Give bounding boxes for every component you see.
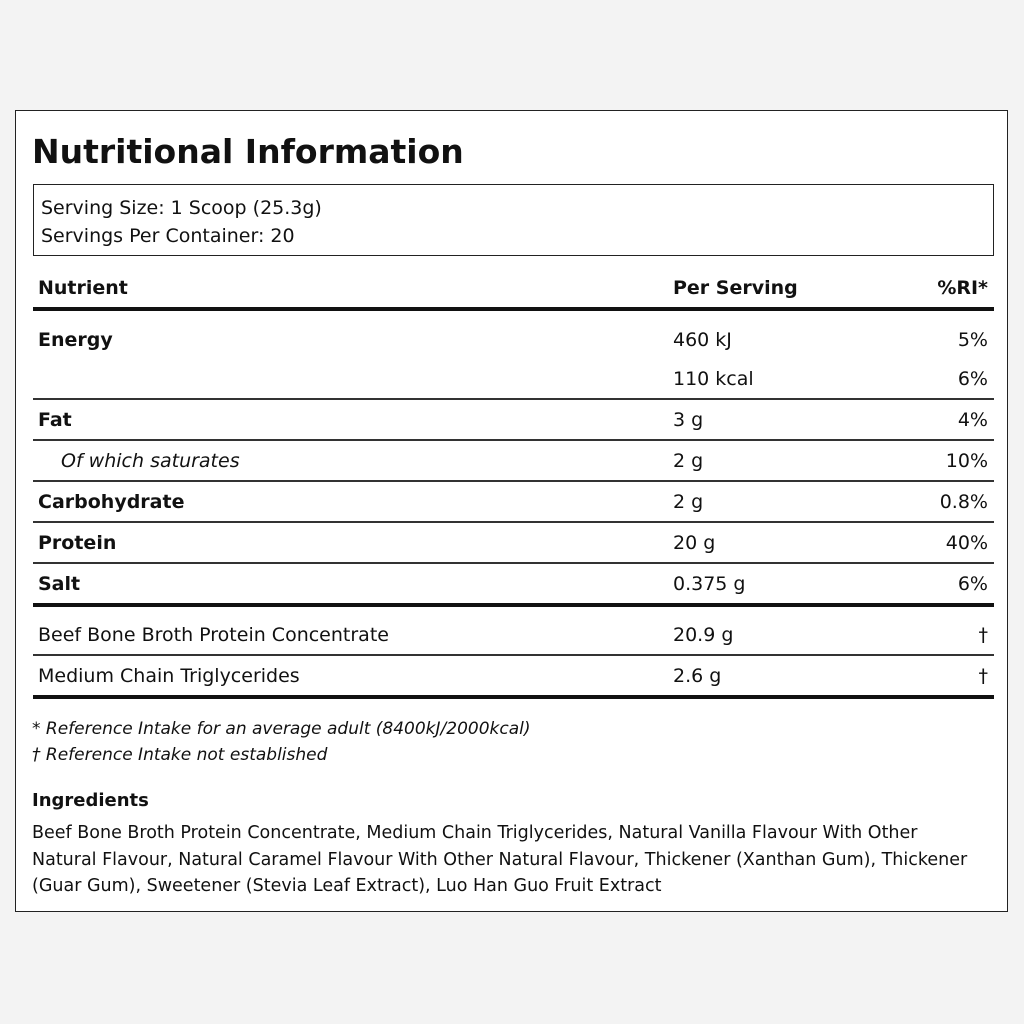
serving-info-box	[33, 184, 994, 256]
ingredient-name: Medium Chain Triglycerides	[38, 665, 300, 687]
header-per-serving: Per Serving	[673, 277, 798, 299]
ri-value: 10%	[945, 450, 988, 472]
ri-value: 6%	[957, 368, 988, 390]
table-row-salt	[33, 564, 994, 605]
table-row-carbohydrate	[33, 482, 994, 523]
ri-value: 4%	[957, 409, 988, 431]
table-row-energy-kj	[33, 320, 994, 361]
servings-per-container: Servings Per Container: 20	[41, 225, 295, 247]
ingredient-name: Beef Bone Broth Protein Concentrate	[38, 624, 389, 646]
per-serving-value: 20 g	[673, 532, 716, 554]
table-row-saturates	[33, 441, 994, 482]
footnote-ri: * Reference Intake for an average adult (8400kJ/2000kcal)	[32, 719, 531, 739]
header-divider	[33, 307, 994, 311]
per-serving-value: 2 g	[673, 491, 704, 513]
per-serving-value: 3 g	[673, 409, 704, 431]
per-serving-value: 20.9 g	[673, 624, 734, 646]
table-row-protein	[33, 523, 994, 564]
page-title: Nutritional Information	[32, 132, 464, 171]
nutrient-name: Protein	[38, 532, 117, 554]
nutrient-name: Carbohydrate	[38, 491, 185, 513]
nutrient-name: Fat	[38, 409, 72, 431]
nutrient-name: Energy	[38, 329, 113, 351]
table-row-beef-bone-broth	[33, 615, 994, 656]
nutrient-name: Of which saturates	[61, 450, 240, 472]
table-row-mct	[33, 656, 994, 697]
ri-value: †	[978, 624, 988, 646]
section-divider	[33, 603, 994, 607]
ri-value: †	[978, 665, 988, 687]
table-header	[33, 270, 994, 306]
per-serving-value: 110 kcal	[673, 368, 754, 390]
header-nutrient: Nutrient	[38, 277, 128, 299]
nutrition-label	[15, 110, 1008, 912]
table-row-fat	[33, 400, 994, 441]
ingredients-text: Beef Bone Broth Protein Concentrate, Medium Chain Triglycerides, Natural Vanilla Flavour With Other Natural Flavour, Natural Caramel Flavour With Other Natural Flavour, Thickener (Xanthan Gum), Thickener (Guar Gum), Sweetener (Stevia Leaf Extract), Luo Han Guo Fruit Extract	[32, 823, 968, 896]
nutrient-name: Salt	[38, 573, 81, 595]
per-serving-value: 2.6 g	[673, 665, 722, 687]
serving-size: Serving Size: 1 Scoop (25.3g)	[41, 197, 322, 219]
table-row-energy-kcal	[33, 359, 994, 400]
per-serving-value: 460 kJ	[673, 329, 732, 351]
ri-value: 0.8%	[939, 491, 988, 513]
ri-value: 40%	[945, 532, 988, 554]
table-bottom-divider	[33, 695, 994, 699]
ingredients-title: Ingredients	[32, 790, 149, 811]
header-ri: %RI*	[937, 277, 988, 299]
footnote-dagger: † Reference Intake not established	[32, 745, 328, 765]
ri-value: 5%	[957, 329, 988, 351]
ri-value: 6%	[957, 573, 988, 595]
per-serving-value: 0.375 g	[673, 573, 746, 595]
per-serving-value: 2 g	[673, 450, 704, 472]
